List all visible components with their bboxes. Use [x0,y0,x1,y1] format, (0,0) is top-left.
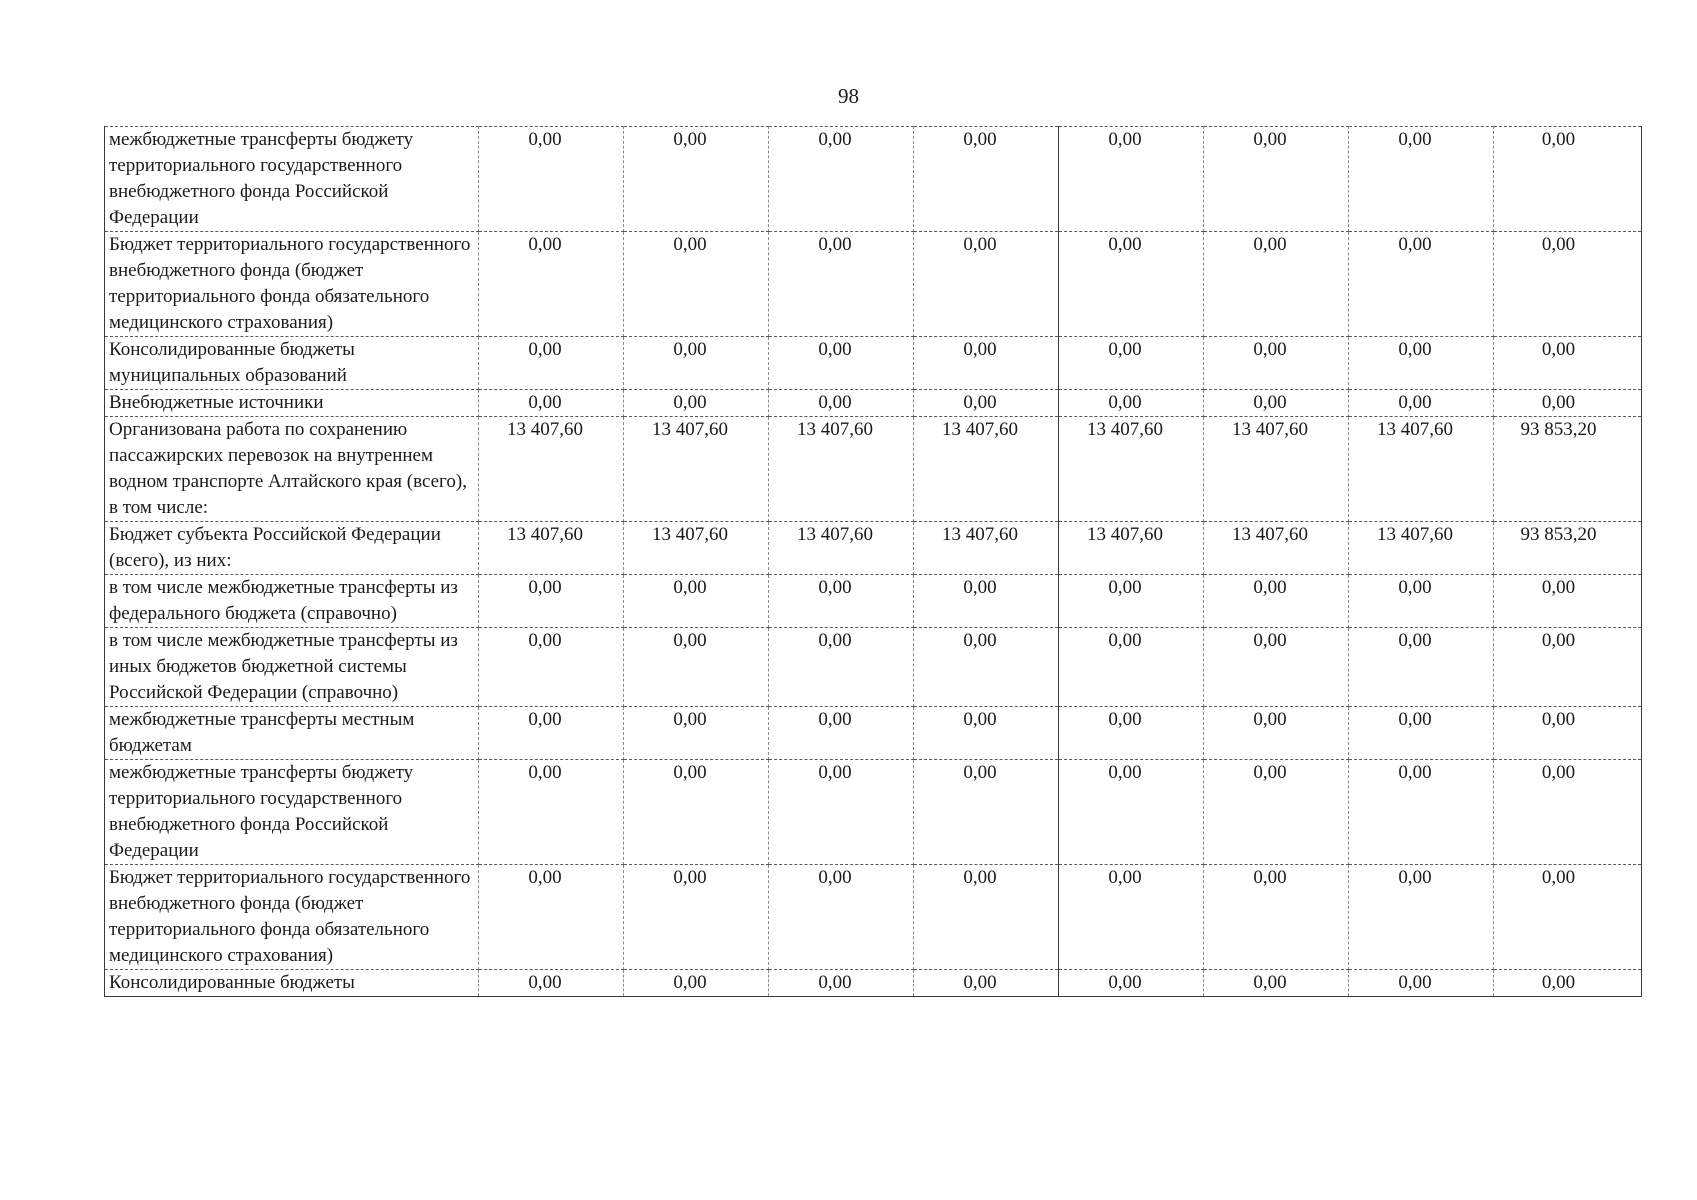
row-label: Консолидированные бюджеты [105,970,479,997]
row-value: 13 407,60 [769,417,914,522]
row-value: 0,00 [1349,390,1494,417]
row-label: Организована работа по сохранению пассажирских перевозок на внутреннем водном транспорте Алтайского края (всего), в том числе: [105,417,479,522]
row-value: 0,00 [914,337,1059,390]
table-row [105,390,1642,417]
row-value: 0,00 [914,575,1059,628]
row-value: 13 407,60 [479,417,624,522]
table-body [105,127,1642,997]
row-label: Консолидированные бюджеты муниципальных образований [105,337,479,390]
row-value: 0,00 [1349,575,1494,628]
row-value: 0,00 [479,127,624,232]
row-value: 0,00 [1349,970,1494,997]
table-row [105,760,1642,865]
row-value: 0,00 [769,707,914,760]
row-label: в том числе межбюджетные трансферты из иных бюджетов бюджетной системы Российской Федерации (справочно) [105,628,479,707]
row-value: 0,00 [479,707,624,760]
row-value: 13 407,60 [624,522,769,575]
table-row [105,127,1642,232]
row-value: 0,00 [769,760,914,865]
row-value: 0,00 [1349,232,1494,337]
row-value: 0,00 [1204,970,1349,997]
row-value: 0,00 [1204,232,1349,337]
row-value: 0,00 [1059,970,1204,997]
row-value: 13 407,60 [914,417,1059,522]
row-value: 0,00 [1204,865,1349,970]
row-value: 0,00 [1204,575,1349,628]
row-label: Бюджет субъекта Российской Федерации (всего), из них: [105,522,479,575]
row-value: 13 407,60 [1059,417,1204,522]
row-total-value: 0,00 [1494,628,1642,707]
row-value: 0,00 [914,970,1059,997]
row-total-value: 0,00 [1494,707,1642,760]
table-row [105,417,1642,522]
row-value: 0,00 [479,390,624,417]
row-value: 0,00 [914,707,1059,760]
row-value: 13 407,60 [1059,522,1204,575]
row-total-value: 93 853,20 [1494,522,1642,575]
row-value: 0,00 [914,760,1059,865]
row-value: 0,00 [1059,865,1204,970]
row-value: 13 407,60 [914,522,1059,575]
page-number: 98 [838,84,859,108]
row-value: 0,00 [624,970,769,997]
row-value: 0,00 [914,127,1059,232]
row-value: 0,00 [914,390,1059,417]
row-value: 0,00 [479,628,624,707]
row-total-value: 0,00 [1494,760,1642,865]
row-value: 0,00 [1349,865,1494,970]
row-value: 0,00 [1204,337,1349,390]
budget-table [104,126,1642,997]
row-label: Бюджет территориального государственного внебюджетного фонда (бюджет территориального фонда обязательного медицинского страхования) [105,232,479,337]
row-value: 0,00 [1059,707,1204,760]
table-row [105,707,1642,760]
row-value: 0,00 [479,760,624,865]
row-value: 0,00 [479,865,624,970]
row-value: 0,00 [479,337,624,390]
row-value: 0,00 [1059,337,1204,390]
row-total-value: 0,00 [1494,127,1642,232]
row-value: 0,00 [1349,127,1494,232]
row-value: 0,00 [1349,707,1494,760]
table-row [105,232,1642,337]
row-value: 0,00 [1059,127,1204,232]
row-value: 0,00 [1204,707,1349,760]
row-value: 0,00 [479,232,624,337]
row-value: 0,00 [479,970,624,997]
row-total-value: 0,00 [1494,865,1642,970]
row-value: 0,00 [1349,337,1494,390]
row-value: 0,00 [769,575,914,628]
row-label: межбюджетные трансферты бюджету территориального государственного внебюджетного фонда Российской Федерации [105,127,479,232]
row-total-value: 0,00 [1494,575,1642,628]
row-value: 0,00 [769,628,914,707]
row-label: в том числе межбюджетные трансферты из федерального бюджета (справочно) [105,575,479,628]
table-row [105,628,1642,707]
row-total-value: 0,00 [1494,337,1642,390]
row-value: 0,00 [1059,390,1204,417]
row-value: 0,00 [624,127,769,232]
row-value: 0,00 [769,232,914,337]
row-value: 0,00 [1349,760,1494,865]
row-value: 0,00 [914,232,1059,337]
row-value: 0,00 [624,575,769,628]
row-value: 0,00 [769,865,914,970]
row-value: 0,00 [1059,232,1204,337]
row-value: 0,00 [769,127,914,232]
row-value: 13 407,60 [1349,417,1494,522]
row-value: 0,00 [1204,390,1349,417]
row-label: межбюджетные трансферты бюджету территориального государственного внебюджетного фонда Российской Федерации [105,760,479,865]
row-value: 0,00 [479,575,624,628]
row-value: 0,00 [1059,628,1204,707]
row-value: 13 407,60 [624,417,769,522]
table-row [105,522,1642,575]
row-value: 0,00 [914,628,1059,707]
row-total-value: 93 853,20 [1494,417,1642,522]
row-value: 0,00 [769,970,914,997]
row-value: 0,00 [1349,628,1494,707]
row-label: межбюджетные трансферты местным бюджетам [105,707,479,760]
table-row [105,970,1642,997]
row-total-value: 0,00 [1494,970,1642,997]
row-value: 0,00 [1204,628,1349,707]
row-value: 0,00 [914,865,1059,970]
row-value: 13 407,60 [479,522,624,575]
row-label: Бюджет территориального государственного внебюджетного фонда (бюджет территориального фонда обязательного медицинского страхования) [105,865,479,970]
row-value: 0,00 [1204,127,1349,232]
row-value: 13 407,60 [1349,522,1494,575]
row-value: 13 407,60 [1204,417,1349,522]
row-value: 0,00 [1059,575,1204,628]
row-value: 13 407,60 [1204,522,1349,575]
row-value: 0,00 [769,337,914,390]
table-row [105,575,1642,628]
row-label: Внебюджетные источники [105,390,479,417]
row-value: 13 407,60 [769,522,914,575]
row-value: 0,00 [624,337,769,390]
row-value: 0,00 [1204,760,1349,865]
row-total-value: 0,00 [1494,232,1642,337]
row-total-value: 0,00 [1494,390,1642,417]
row-value: 0,00 [624,232,769,337]
table-row [105,337,1642,390]
row-value: 0,00 [624,865,769,970]
table-row [105,865,1642,970]
row-value: 0,00 [624,628,769,707]
row-value: 0,00 [769,390,914,417]
row-value: 0,00 [1059,760,1204,865]
row-value: 0,00 [624,390,769,417]
row-value: 0,00 [624,707,769,760]
row-value: 0,00 [624,760,769,865]
